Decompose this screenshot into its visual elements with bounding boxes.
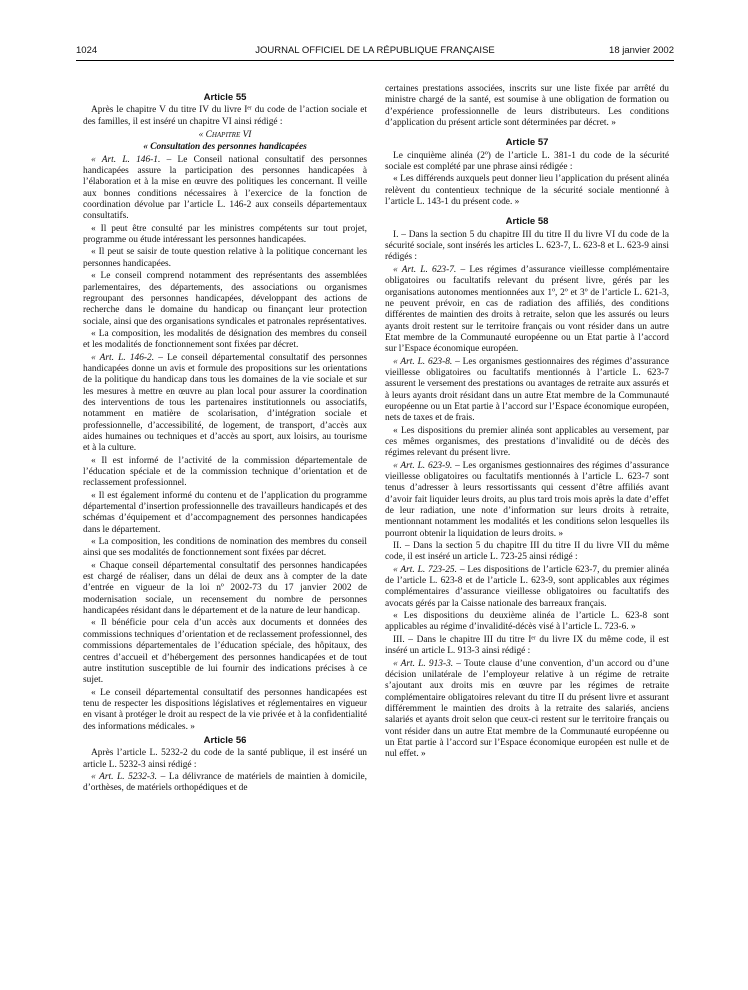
chapter-heading <box>83 130 367 141</box>
paragraph <box>385 461 669 540</box>
article-57-intro: Le cinquième alinéa (2º) de l’article L. 381-1 du code de la sécurité sociale est complété par une phrase ainsi rédigée : <box>385 150 669 173</box>
paragraph: « Le conseil comprend notamment des représentants des assemblées parlementaires, des départements, des associations ou organismes regroupant des personnes handicapées, développant des actions de recherche dans le domaine du handicap ou finançant leur protection sociale, ainsi que des organisations syndicales et patronales représentatives. <box>83 271 367 327</box>
paragraph-continued: certaines prestations associées, inscrits sur une liste fixée par arrêté du ministre chargé de la santé, est soumise à une obligation de formation ou d’expérience professionnelle de leurs distributeurs. Les conditions d’application du présent article sont déterminées par décret. » <box>385 84 669 129</box>
page-header <box>76 45 674 59</box>
article-ref: « Art. L. 5232-3. <box>91 771 158 782</box>
page-number: 1024 <box>76 45 98 56</box>
paragraph <box>83 155 367 223</box>
paragraph: III. – Dans le chapitre III du titre Iᵉʳ du livre IX du même code, il est inséré un article L. 913-3 ainsi rédigé : <box>385 634 669 657</box>
article-55-title: Article 55 <box>203 92 247 103</box>
publication-date: 18 janvier 2002 <box>609 45 674 56</box>
left-column <box>83 90 367 796</box>
article-ref: « Art. L. 623-7. <box>393 264 457 275</box>
paragraph: « Il peut se saisir de toute question relative à la politique concernant les personnes handicapées. <box>83 247 367 269</box>
paragraph: « Il est informé de l’activité de la commission départementale de l’éducation spéciale et de la commission technique d’orientation et de reclassement professionnel. <box>83 455 367 489</box>
paragraph: « La composition, les conditions de nomination des membres du conseil ainsi que ses modalités de fonctionnement sont fixées par décret. <box>83 537 367 559</box>
article-58-title: Article 58 <box>505 216 549 228</box>
article-56-intro: Après l’article L. 5232-2 du code de la santé publique, il est inséré un article L. 5232-3 ainsi rédigé : <box>83 748 367 770</box>
paragraph-text: – Les régimes d’assurance vieillesse complémentaire obligatoires ou facultatifs relevant du présent livre, gérés par les organisations autonomes mentionnées aux 1º, 2º et 3º de l’article L. 621-3, ne peuvent prévoir, en cas de radiation des affiliés, des conditions différentes de maintien des droits à retraite, selon que les assurés ou leurs ayants droit restent sur le territoire français ou vont résider dans un autre Etat membre de la Communauté européenne ou un Etat partie à l’accord sur l’Espace économique européen. <box>385 264 669 355</box>
chapter-title: « Consultation des personnes handicapées <box>143 142 307 153</box>
paragraph-text: – Les organismes gestionnaires des régimes d’assurance vieillesse obligatoires ou facultatifs mentionnés à l’article L. 623-7 assurent le versement des prestations ou avantages de retraite aux assurés et à leurs ayants droit résidant dans un autre Etat membre de la Communauté européenne ou un Etat partie à l’accord sur l’Espace économique européen, nets de taxes et de frais. <box>385 356 670 424</box>
article-ref: « Art. L. 623-8. <box>393 356 453 367</box>
article-ref: « Art. L. 723-25. <box>393 564 457 575</box>
article-ref: « Art. L. 146-1. <box>91 154 161 165</box>
journal-title: JOURNAL OFFICIEL DE LA RÉPUBLIQUE FRANÇAISE <box>255 45 495 56</box>
paragraph-text: – Le Conseil national consultatif des personnes handicapées assure la participation des personnes handicapées à l’élaboration et à la mise en œuvre des politiques les concernant. Il veille aux bonnes conditions nécessaires à l’exercice de la fonction de coordination dévolue par l’article L. 146-2 aux conseils départementaux consultatifs. <box>83 154 367 222</box>
article-ref: « Art. L. 146-2. <box>91 352 155 363</box>
right-column <box>385 84 669 762</box>
article-58-intro: I. – Dans la section 5 du chapitre III du titre II du livre VI du code de la sécurité sociale, sont insérés les articles L. 623-7, L. 623-8 et L. 623-9 ainsi rédigés : <box>385 229 669 263</box>
chapter-label: Chapitre VI <box>205 130 252 141</box>
paragraph-text: – Toute clause d’une convention, d’un accord ou d’une décision unilatérale de l’employeur relative à un régime de retraite s’ajoutant aux droits mis en œuvre par les régimes de retraite complémentaire obligatoires relevant du titre II du présent livre et assurant différemment le maintien des droits à la retraite des salariés, anciens salariés et ayants droit selon que ceux-ci restent sur le territoire français ou vont résider dans un autre Etat membre de la Communauté européenne ou un Etat partie à l’accord sur l’Espace économique européen est nulle et de nul effet. » <box>385 658 669 760</box>
paragraph: « Il est également informé du contenu et de l’application du programme départemental d’insertion professionnelle des travailleurs handicapés et des schémas d’équipement et d’accompagnement des personnes handicapées dans le département. <box>83 490 367 535</box>
paragraph <box>385 659 669 761</box>
paragraph-text: – Le conseil départemental consultatif des personnes handicapées donne un avis et formule des propositions sur les orientations de la politique du handicap dans tous les domaines de la vie sociale et sur les mesures à mettre en œuvre au plan local pour assurer la coordination des interventions de tous les partenaires institutionnels ou associatifs, notamment en matière de scolarisation, d’intégration sociale et professionnelle, d’accessibilité, de logement, de transport, d’accès aux aides humaines ou techniques et d’accès au sport, aux loisirs, au tourisme et à la culture. <box>83 352 367 454</box>
paragraph: « Il peut être consulté par les ministres compétents sur tout projet, programme ou étude intéressant les personnes handicapées. <box>83 223 367 246</box>
paragraph: « Les dispositions du premier alinéa sont applicables au versement, par ces mêmes organismes, des prestations d’invalidité ou de décès des régimes relevant du présent livre. <box>385 425 669 459</box>
article-56-title: Article 56 <box>203 734 247 746</box>
chapter-quote: « <box>198 130 206 141</box>
paragraph-text: – Les dispositions de l’article 623-7, du premier alinéa de l’article L. 623-8 et de l’article L. 623-9, sont applicables aux régimes complémentaires d’assurance vieillesse obligatoires ou facultatifs des avocats gérés par la Caisse nationale des barreaux français. <box>385 564 670 609</box>
paragraph: « Chaque conseil départemental consultatif des personnes handicapées est chargé de réaliser, dans un délai de deux ans à compter de la date d’entrée en vigueur de la loi nº 2002-73 du 17 janvier 2002 de modernisation sociale, un recensement du nombre de personnes handicapées résidant dans le département et de la nature de leur handicap. <box>83 560 367 617</box>
article-ref: « Art. L. 623-9. <box>393 460 453 471</box>
paragraph-text: – La délivrance de matériels de maintien à domicile, d’orthèses, de matériels orthopédiques et de <box>83 771 367 794</box>
paragraph: « Les dispositions du deuxième alinéa de l’article L. 623-8 sont applicables au régime d’invalidité-décès visé à l’article L. 723-6. » <box>385 611 669 633</box>
paragraph <box>385 357 669 425</box>
paragraph: « La composition, les modalités de désignation des membres du conseil et les modalités de fonctionnement sont fixées par décret. <box>83 328 367 351</box>
paragraph: « Il bénéficie pour cela d’un accès aux documents et données des commissions techniques d’orientation et de reclassement professionnel, des commissions départementales de l’éducation spéciale, des hôpitaux, des centres d’accueil et d’hébergement des personnes handicapées et de tout autre institution susceptible de lui fournir des indications précises à ce sujet. <box>83 618 367 686</box>
header-rule <box>76 60 674 61</box>
paragraph <box>83 353 367 455</box>
paragraph <box>385 265 669 356</box>
article-57-title: Article 57 <box>505 137 549 149</box>
article-ref: « Art. L. 913-3. <box>393 658 454 669</box>
paragraph-text: – Les organismes gestionnaires des régimes d’assurance vieillesse obligatoires ou facultatifs mentionnés à l’article L. 623-7 sont tenus d’adresser à leurs ressortissants qui cessent d’être affiliés avant d’avoir fait liquider leurs droits, au plus tard trois mois après la date d’effet de leur radiation, une note d’information sur leurs droits à retraite, mentionnant notamment les modalités et les conditions selon lesquelles ils pourront obtenir la liquidation de leurs droits. » <box>385 460 669 539</box>
paragraph: « Les différends auxquels peut donner lieu l’application du présent alinéa relèvent du contentieux technique de la sécurité sociale mentionné à l’article L. 143-1 du présent code. » <box>385 174 669 208</box>
paragraph: II. – Dans la section 5 du chapitre III du titre II du livre VII du même code, il est inséré un article L. 723-25 ainsi rédigé : <box>385 541 669 563</box>
article-55-intro: Après le chapitre V du titre IV du livre Iᵉʳ du code de l’action sociale et des familles, il est inséré un chapitre VI ainsi rédigé : <box>83 105 367 127</box>
paragraph <box>385 565 669 610</box>
paragraph <box>83 772 367 795</box>
paragraph: « Le conseil départemental consultatif des personnes handicapées est tenu de respecter les dispositions législatives et réglementaires en vigueur en visant à protéger le droit au respect de la vie privée et à la confidentialité des informations médicales. » <box>83 687 367 732</box>
